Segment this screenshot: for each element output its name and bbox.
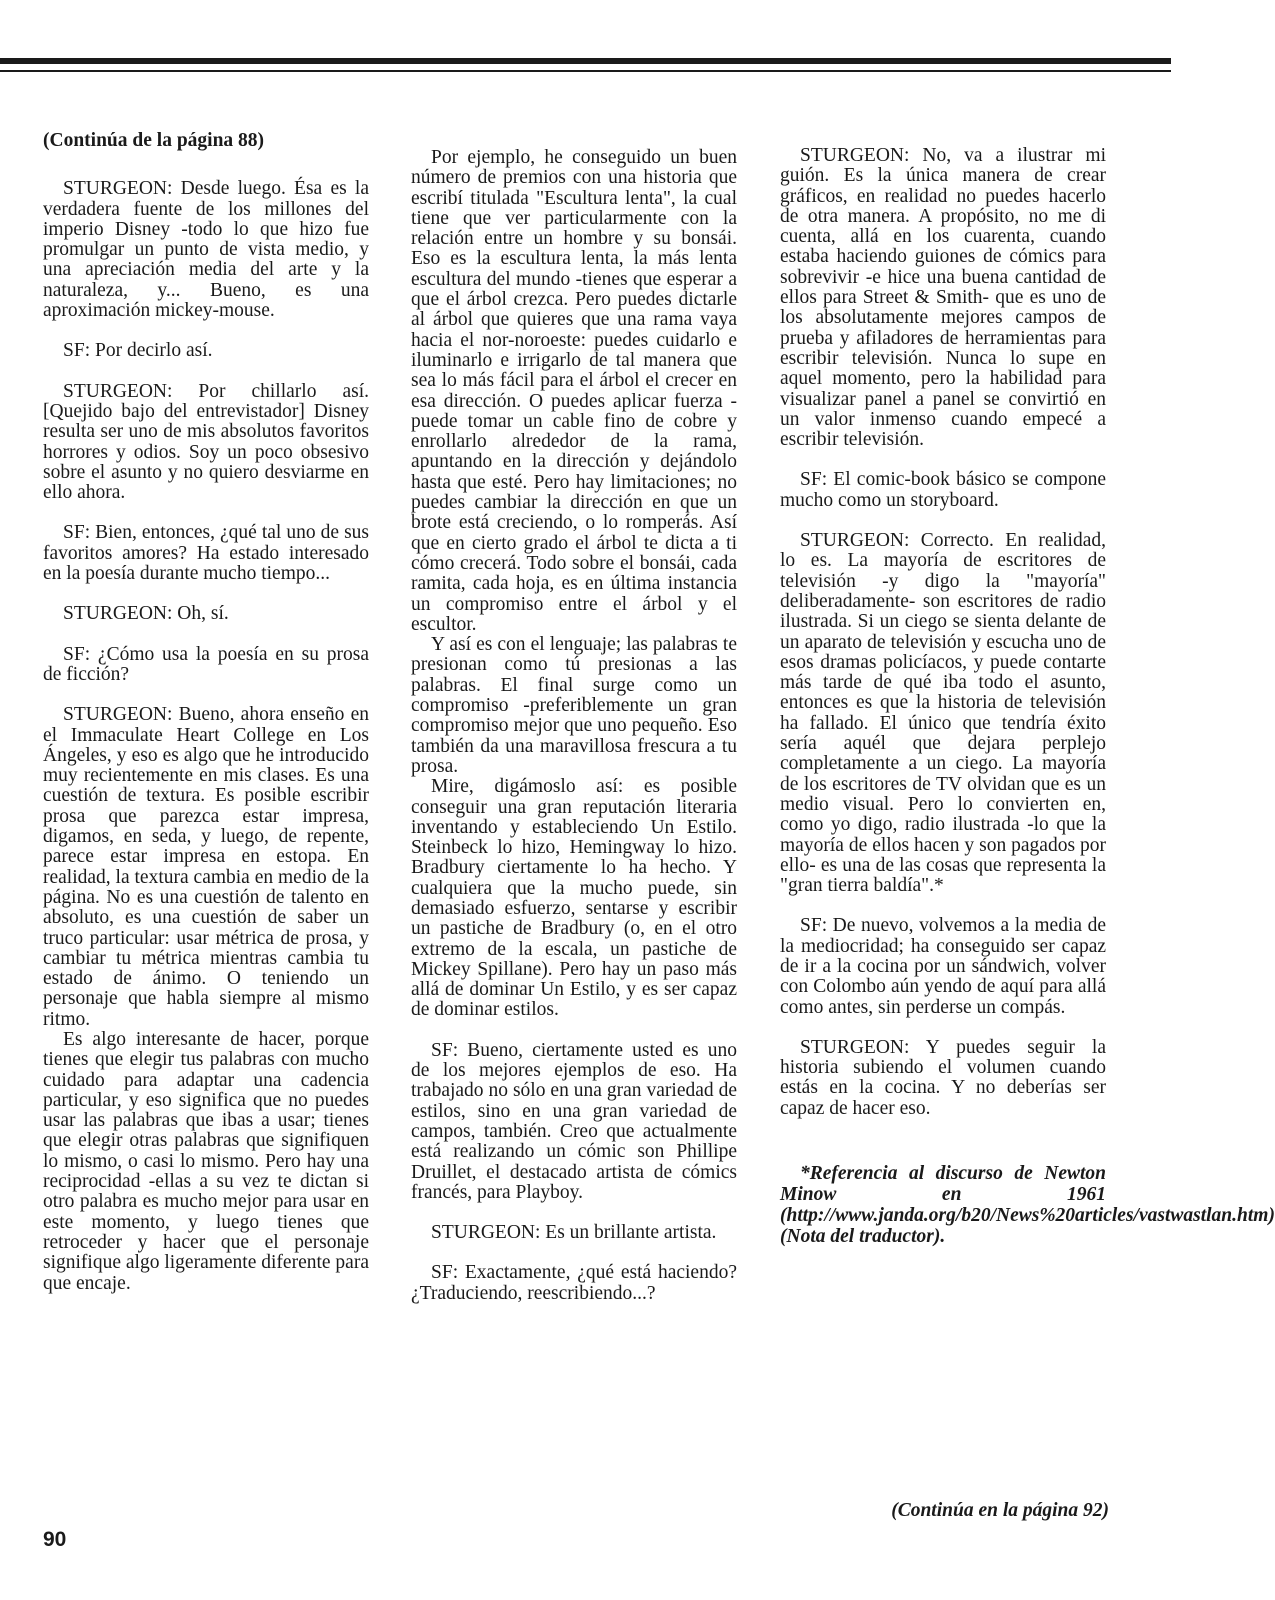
paragraph: STURGEON: Y puedes seguir la historia subiendo el volumen cuando estás en la cocina. Y no deberías ser capaz de hacer eso. [780,1036,1106,1119]
paragraph: SF: Exactamente, ¿qué está haciendo? ¿Traduciendo, reescribiendo...? [411,1262,737,1304]
paragraph: SF: Bueno, ciertamente usted es uno de los mejores ejemplos de eso. Ha trabajado no sólo en una gran variedad de estilos, sino en una gran variedad de campos, también. Creo que actualmente está realizando un cómic son Phillipe Druillet, el destacado artista de cómics francés, para Playboy. [411,1039,737,1203]
continued-from-note: (Continúa de la página 88) [43,130,265,151]
header-rule-thick [0,58,1171,64]
paragraph: STURGEON: Desde luego. Ésa es la verdadera fuente de los millones del imperio Disney -todo lo que hizo fue promulgar un punto de vista medio, y una apreciación media del arte y la naturaleza, y... Bueno, es una aproximación mickey-mouse. [43,178,369,322]
text-column-1 [43,131,369,1294]
paragraph: SF: El comic-book básico se compone mucho como un storyboard. [780,469,1106,511]
paragraph: STURGEON: Bueno, ahora enseño en el Immaculate Heart College en Los Ángeles, y eso es algo que he introducido muy recientemente en mis clases. Es una cuestión de textura. Es posible escribir prosa que parezca estar impresa, digamos, en seda, y luego, de repente, parece estar impresa en estopa. En realidad, la textura cambia en medio de la página. No es una cuestión de talento en absoluto, es una cuestión de saber un truco particular: usar métrica de prosa, y cambiar tu métrica mientras cambia tu estado de ánimo. O teniendo un personaje que habla siempre al mismo ritmo. [43,704,369,1030]
paragraph: Por ejemplo, he conseguido un buen número de premios con una historia que escribí titulada "Escultura lenta", la cual tiene que ver particularmente con la relación entre un hombre y su bonsái. Eso es la escultura lenta, la más lenta escultura del mundo -tienes que esperar a que el árbol crezca. Pero puedes dictarle al árbol que quieres que una rama vaya hacia el nor-noroeste: puedes cuidarlo e iluminarlo e irrigarlo de tal manera que sea lo más fácil para el árbol el crecer en esa dirección. O puedes aplicar fuerza -puede tomar un cable fino de cobre y enrollarlo alrededor de la rama, apuntando en la dirección y dejándolo hasta que esté. Pero hay limitaciones; no puedes cambiar la dirección en que un brote está creciendo, o lo romperás. Así que en cierto grado el árbol te dicta a ti cómo crecerá. Todo sobre el bonsái, cada ramita, cada hoja, es en última instancia un compromiso entre el árbol y el escultor. [411,147,737,635]
text-column-3 [780,145,1275,1248]
paragraph: STURGEON: Correcto. En realidad, lo es. La mayoría de escritores de televisión -y digo la "mayoría" deliberadamente- son escritores de radio ilustrada. Si un ciego se sienta delante de un aparato de televisión y escucha uno de esos dramas policíacos, y puede contarte más tarde de qué iba todo el asunto, entonces es que la historia de televisión ha fallado. El único que tendría éxito sería aquél que dejara perplejo completamente a un ciego. La mayoría de los escritores de TV olvidan que es un medio visual. Pero lo convierten en, como yo digo, radio ilustrada -lo que la mayoría de ellos hacen y son pagados por ello- es una de las cosas que representa la "gran tierra baldía".* [780,530,1106,897]
paragraph: SF: ¿Cómo usa la poesía en su prosa de ficción? [43,643,369,685]
paragraph: STURGEON: No, va a ilustrar mi guión. Es la única manera de crear gráficos, en realidad no puedes hacerlo de otra manera. A propósito, no me di cuenta, allá en los cuarenta, cuando estaba haciendo guiones de cómics para sobrevivir -e hice una buena cantidad de ellos para Street & Smith- que es uno de los absolutamente mejores campos de prueba y afiladores de herramientas para escribir televisión. Nunca lo supe en aquel momento, pero la habilidad para visualizar panel a panel se convirtió en un valor inmenso cuando empecé a escribir televisión. [780,145,1106,451]
paragraph: SF: De nuevo, volvemos a la media de la mediocridad; ha conseguido ser capaz de ir a la cocina por un sándwich, volver con Colombo aún yendo de aquí para allá como antes, sin perderse un compás. [780,915,1106,1018]
paragraph: STURGEON: Es un brillante artista. [431,1222,717,1244]
paragraph: SF: Bien, entonces, ¿qué tal uno de sus favoritos amores? Ha estado interesado en la poesía durante mucho tiempo... [43,522,369,585]
paragraph: SF: Por decirlo así. [63,340,213,362]
text-column-2 [411,148,737,1304]
paragraph: Mire, digámoslo así: es posible conseguir una gran reputación literaria inventando y estableciendo Un Estilo. Steinbeck lo hizo, Hemingway lo hizo. Bradbury ciertamente lo ha hecho. Y cualquiera que la mucho puede, sin demasiado esfuerzo, sentarse y escribir un pastiche de Bradbury (o, en el otro extremo de la escala, un pastiche de Mickey Spillane). Pero hay un paso más allá de dominar Un Estilo, y es ser capaz de dominar estilos. [411,776,737,1021]
header-rule-thin [0,70,1171,72]
paragraph: Y así es con el lenguaje; las palabras te presionan como tú presionas a las palabras. El final surge como un compromiso -preferiblemente un gran compromiso mejor que uno pequeño. Eso también da una maravillosa frescura a tu prosa. [411,634,737,777]
page-number: 90 [43,1528,67,1551]
continues-on-note: (Continúa en la página 92) [891,1500,1109,1521]
paragraph: Es algo interesante de hacer, porque tienes que elegir tus palabras con mucho cuidado para adaptar una cadencia particular, y eso significa que no puedes usar las palabras que ibas a usar; tienes que elegir otras palabras que signifiquen lo mismo, o casi lo mismo. Pero hay una reciprocidad -ellas a su vez te dictan si otro palabra es mucho mejor para usar en este momento, y luego tienes que retroceder y hacer que el personaje signifique algo ligeramente diferente para que encaje. [43,1028,369,1294]
translator-footnote: *Referencia al discurso de Newton Minow en 1961 (http://www.janda.org/b20/News%20articles/vastwastlan.htm) (Nota del traductor). [780,1163,1275,1248]
paragraph: STURGEON: Oh, sí. [63,603,229,625]
paragraph: STURGEON: Por chillarlo así. [Quejido bajo del entrevistador] Disney resulta ser uno de mis absolutos favoritos horrores y odios. Soy un poco obsesivo sobre el asunto y no quiero desviarme en ello ahora. [43,380,369,504]
